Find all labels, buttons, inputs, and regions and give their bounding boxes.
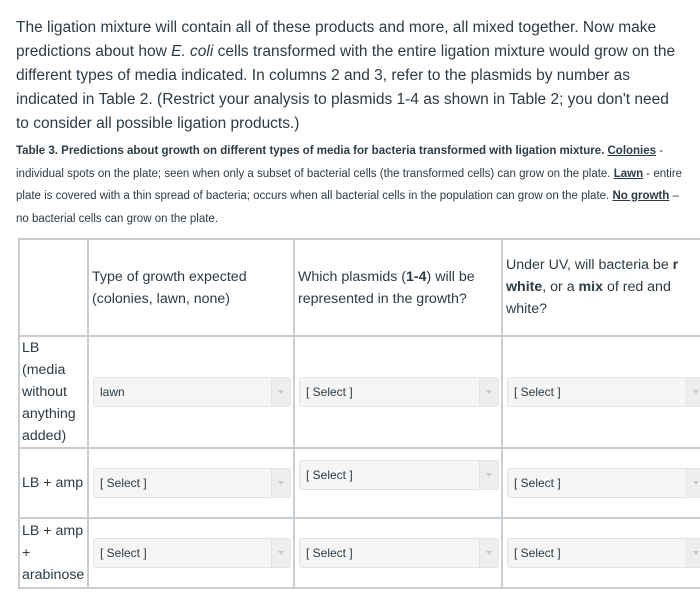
selected-value: [ Select ]	[514, 546, 561, 560]
chevron-down-icon	[271, 539, 290, 567]
uv-header-red: r	[672, 257, 679, 273]
chevron-down-icon	[271, 469, 290, 497]
plasmids-select-lb-amp[interactable]	[299, 460, 499, 490]
selected-value: [ Select ]	[306, 385, 353, 399]
selected-value: [ Select ]	[100, 546, 147, 560]
selected-value: [ Select ]	[306, 468, 353, 482]
header-blank-cell	[20, 240, 89, 337]
uv-header-white: white	[506, 279, 543, 295]
plasmids-cell	[295, 337, 503, 449]
uv-cell	[503, 519, 700, 589]
growth-select-lb-amp-arabinose[interactable]	[93, 538, 291, 568]
growth-cell	[89, 449, 295, 519]
selected-value: [ Select ]	[100, 476, 147, 490]
chevron-down-icon	[479, 539, 498, 567]
chevron-down-icon	[271, 378, 290, 406]
header-uv-color	[503, 240, 700, 337]
chevron-down-icon	[479, 378, 498, 406]
growth-header-line1: Type of growth expected	[92, 269, 247, 285]
uv-header-end: of red and white?	[506, 279, 671, 317]
uv-header-mix: mix	[578, 279, 603, 295]
plasmids-cell	[295, 519, 503, 589]
intro-text-2: cells transformed with the entire ligation mixture would grow on the different types of media indicated. In columns 2 and 3, refer to the plasmids by number as indicated in Table 2. (Restrict your analysis to plasmids 1-4 as shown in Table 2; you don't need to consider all possible ligation products.)	[16, 43, 676, 132]
table-row	[20, 449, 700, 519]
plasmids-cell	[295, 449, 503, 519]
selected-value: [ Select ]	[514, 385, 561, 399]
table-row	[20, 519, 700, 589]
chevron-down-icon	[686, 378, 700, 406]
growth-select-lb[interactable]	[93, 377, 291, 407]
chevron-down-icon	[686, 539, 700, 567]
uv-select-lb-amp-arabinose[interactable]	[507, 538, 700, 568]
growth-header-line2: (colonies, lawn, none)	[92, 291, 231, 307]
caption-title: Table 3. Predictions about growth on different types of media for bacteria transformed with ligation mixture.	[16, 145, 605, 157]
lawn-term: Lawn	[613, 167, 644, 180]
plasmids-header-part1: Which plasmids (	[298, 269, 407, 285]
growth-cell	[89, 519, 295, 589]
plasmids-header-range: 1-4	[406, 269, 427, 285]
intro-text-1: The ligation mixture will contain all of these products and more, all mixed together. Now make predictions about how	[16, 19, 657, 60]
uv-select-lb[interactable]	[507, 377, 700, 407]
row-label-lb-amp: LB + amp	[20, 449, 89, 519]
selected-value: [ Select ]	[514, 476, 561, 490]
no-growth-term: No growth	[612, 190, 670, 202]
chevron-down-icon	[479, 461, 498, 489]
table-row	[20, 337, 700, 449]
table-header-row	[20, 240, 700, 337]
instructions-paragraph	[16, 16, 684, 136]
organism-name: E. coli	[171, 43, 214, 60]
plasmids-select-lb[interactable]	[299, 377, 499, 407]
lawn-definition: - entire plate is covered with a thin spread of bacteria; occurs when all bacterial cells in the population can grow on the plate.	[16, 167, 683, 202]
header-plasmids	[295, 240, 503, 337]
no-growth-definition: – no bacterial cells can grow on the plate.	[16, 190, 679, 225]
growth-cell	[89, 337, 295, 449]
row-label-lb: LB (media without anything added)	[20, 337, 89, 449]
table-caption	[16, 140, 684, 230]
uv-cell	[503, 337, 700, 449]
predictions-table	[18, 238, 700, 589]
colonies-term: Colonies	[607, 145, 657, 157]
plasmids-select-lb-amp-arabinose[interactable]	[299, 538, 499, 568]
uv-header-part1: Under UV, will bacteria be	[506, 257, 673, 273]
growth-select-lb-amp[interactable]	[93, 468, 291, 498]
header-growth-type	[89, 240, 295, 337]
selected-value: [ Select ]	[306, 546, 353, 560]
selected-value: lawn	[100, 385, 125, 399]
chevron-down-icon	[686, 469, 700, 497]
colonies-definition: - individual spots on the plate; seen when only a subset of bacterial cells (the transformed cells) can grow on the plate.	[16, 145, 664, 180]
plasmids-header-part2: ) will be represented in the growth?	[298, 269, 475, 307]
row-label-lb-amp-arabinose: LB + amp + arabinose	[20, 519, 89, 589]
uv-header-mid: , or a	[542, 279, 579, 295]
uv-select-lb-amp[interactable]	[507, 468, 700, 498]
uv-cell	[503, 449, 700, 519]
